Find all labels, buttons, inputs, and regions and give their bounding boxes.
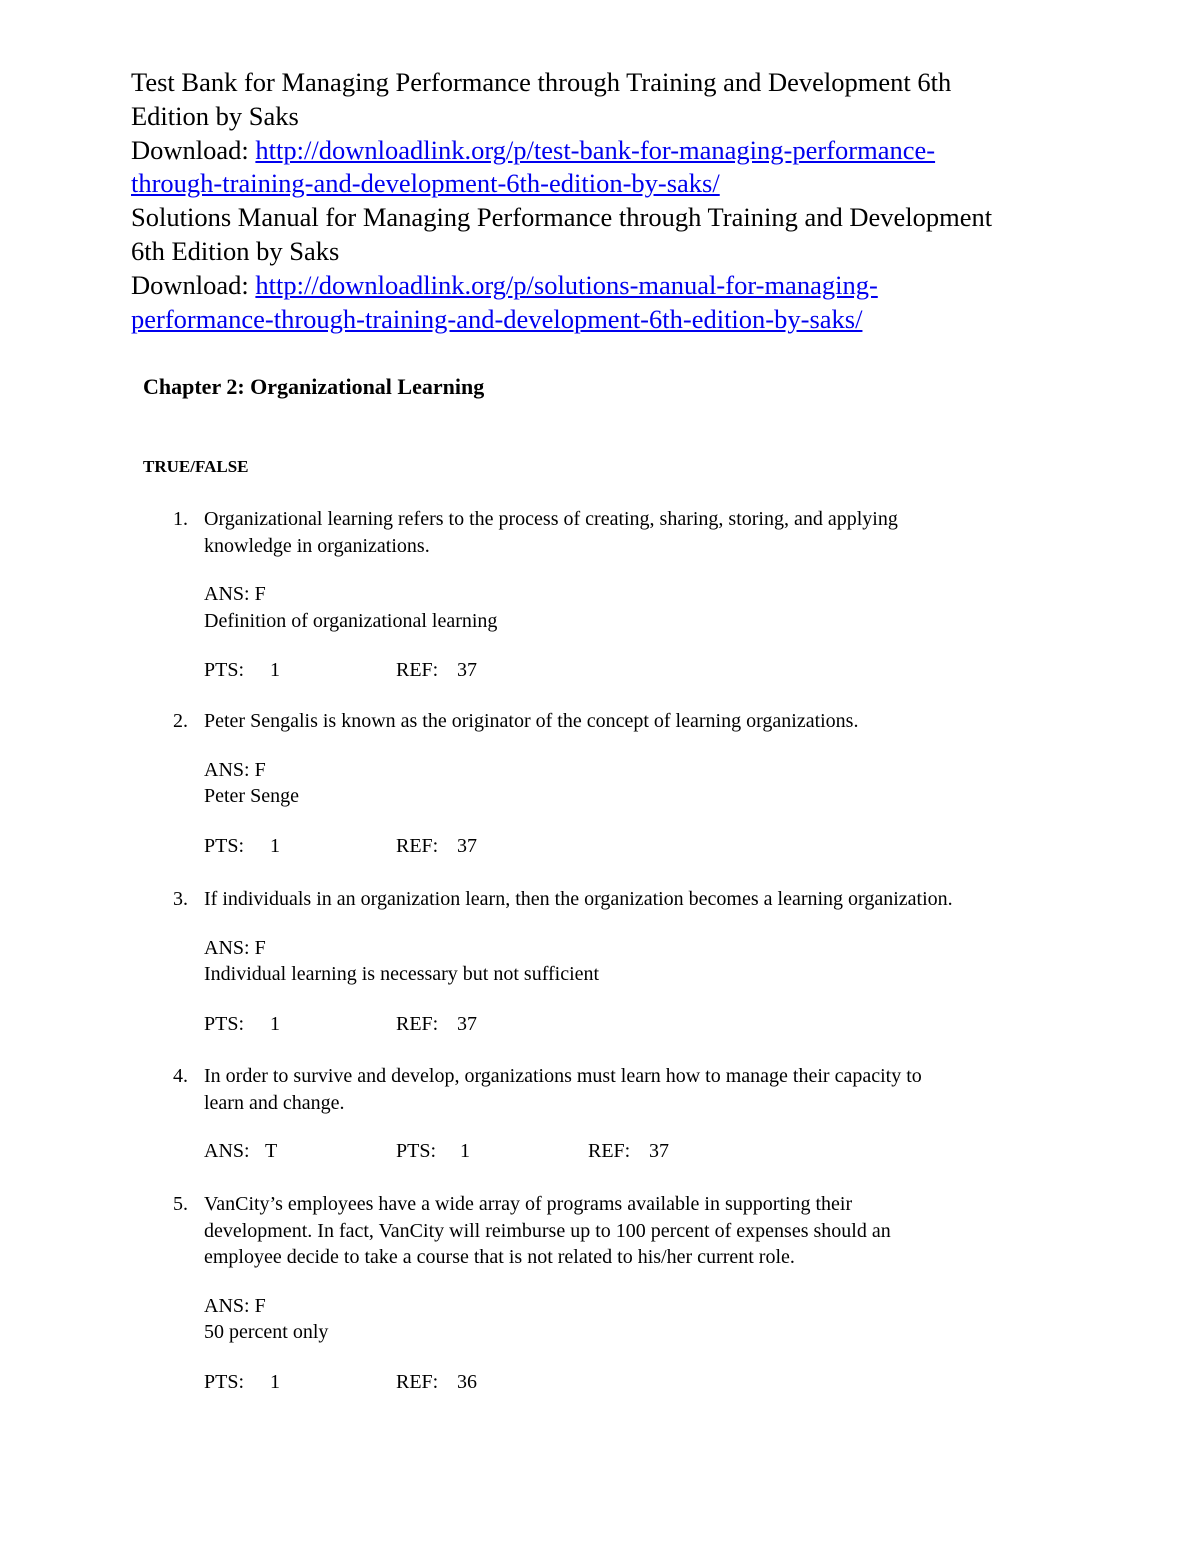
solutions-manual-title-line-2: 6th Edition by Saks xyxy=(131,235,340,266)
answer-line: ANS: F xyxy=(204,583,266,605)
reference-label: REF: xyxy=(396,659,439,681)
reference-value: 37 xyxy=(457,834,477,857)
answer-explanation: Individual learning is necessary but not sufficient xyxy=(204,963,600,985)
test-bank-link-line-2[interactable]: through-training-and-development-6th-edition-by-saks/ xyxy=(131,168,720,199)
reference-value: 37 xyxy=(649,1140,669,1162)
answer-value: T xyxy=(265,1140,278,1162)
points-label: PTS: xyxy=(204,1012,245,1035)
question-stem-line: Organizational learning refers to the process of creating, sharing, storing, and applying xyxy=(204,508,898,530)
answer-explanation: Definition of organizational learning xyxy=(204,609,498,632)
question-meta xyxy=(204,1369,1104,1396)
question-stem-line: learn and change. xyxy=(204,1091,345,1114)
solutions-manual-link-line-2[interactable]: performance-through-training-and-development-6th-edition-by-saks/ xyxy=(131,303,863,334)
answer-label: ANS: xyxy=(204,1140,250,1162)
reference-value: 36 xyxy=(457,1370,477,1393)
question-body xyxy=(204,1063,1104,1165)
reference-label: REF: xyxy=(396,1370,439,1393)
question-number: 2. xyxy=(173,710,188,732)
points-value: 1 xyxy=(270,1012,280,1035)
question-stem-line: employee decide to take a course that is not related to his/her current role. xyxy=(204,1246,795,1268)
question-stem xyxy=(204,506,1104,559)
points-label: PTS: xyxy=(204,1370,245,1393)
points-label: PTS: xyxy=(204,834,245,857)
question-stem-line: In order to survive and develop, organizations must learn how to manage their capacity to xyxy=(204,1065,922,1087)
chapter-title: Chapter 2: Organizational Learning xyxy=(143,374,485,399)
answer-explanation: Peter Senge xyxy=(204,785,299,807)
solutions-manual-title-line-1: Solutions Manual for Managing Performance through Training and Development xyxy=(131,202,993,233)
question-stem xyxy=(204,708,1104,735)
question-number: 3. xyxy=(173,888,188,910)
question-stem-line: VanCity’s employees have a wide array of programs available in supporting their xyxy=(204,1193,853,1215)
question-meta xyxy=(204,1011,1104,1038)
question-number: 1. xyxy=(173,508,188,530)
question-stem xyxy=(204,1191,1104,1271)
points-label: PTS: xyxy=(396,1140,437,1162)
test-bank-title-line-2: Edition by Saks xyxy=(131,100,299,131)
reference-value: 37 xyxy=(457,659,477,681)
reference-label: REF: xyxy=(396,834,439,857)
question-stem xyxy=(204,886,1104,913)
points-value: 1 xyxy=(270,659,280,681)
reference-value: 37 xyxy=(457,1012,477,1035)
points-value: 1 xyxy=(460,1140,470,1162)
question-body xyxy=(204,1191,1104,1396)
solutions-manual-link-line-1[interactable]: http://downloadlink.org/p/solutions-manual-for-managing- xyxy=(255,269,878,300)
question-number: 4. xyxy=(173,1065,188,1087)
reference-label: REF: xyxy=(588,1140,631,1162)
question-body xyxy=(204,506,1104,684)
question-body xyxy=(204,886,1104,1038)
answer-line: ANS: F xyxy=(204,1294,266,1317)
download-label: Download: xyxy=(131,269,249,300)
reference-label: REF: xyxy=(396,1012,439,1035)
test-bank-title-line-1: Test Bank for Managing Performance through Training and Development 6th xyxy=(131,67,952,97)
question-stem-line: If individuals in an organization learn, then the organization becomes a learning organization. xyxy=(204,888,953,910)
question-stem-line: knowledge in organizations. xyxy=(204,534,430,557)
question-meta xyxy=(204,1138,1104,1165)
points-label: PTS: xyxy=(204,659,245,681)
download-label: Download: xyxy=(131,134,249,165)
document-header xyxy=(131,66,1131,336)
question-stem xyxy=(204,1063,1104,1116)
points-value: 1 xyxy=(270,834,280,857)
answer-explanation: 50 percent only xyxy=(204,1321,329,1343)
question-meta xyxy=(204,657,1104,684)
question-stem-line: Peter Sengalis is known as the originator of the concept of learning organizations. xyxy=(204,710,859,732)
question-stem-line: development. In fact, VanCity will reimburse up to 100 percent of expenses should an xyxy=(204,1219,891,1242)
question-meta xyxy=(204,833,1104,860)
question-number: 5. xyxy=(173,1193,188,1215)
question-body xyxy=(204,708,1104,860)
test-bank-link[interactable] xyxy=(131,135,935,199)
points-value: 1 xyxy=(270,1370,280,1393)
answer-line: ANS: F xyxy=(204,936,266,959)
test-bank-link-line-1[interactable]: http://downloadlink.org/p/test-bank-for-managing-performance- xyxy=(255,134,936,165)
section-title: TRUE/FALSE xyxy=(143,457,249,476)
answer-line: ANS: F xyxy=(204,758,266,781)
